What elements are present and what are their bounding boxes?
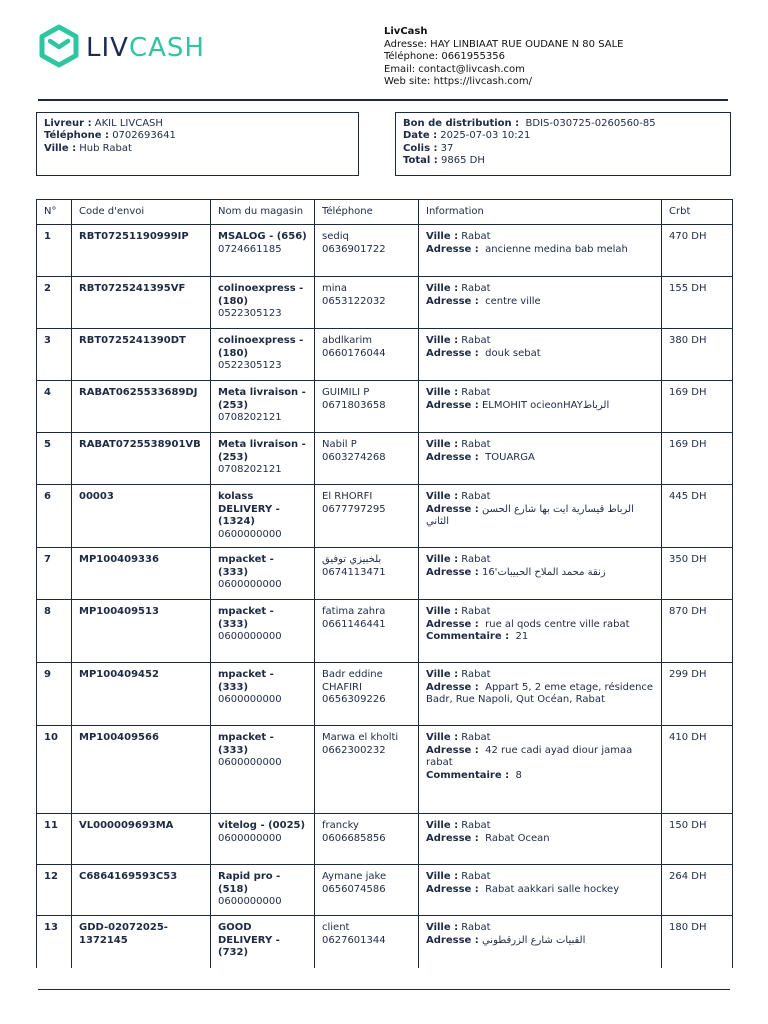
livcash-logo	[38, 24, 208, 74]
info-ville	[426, 387, 654, 399]
distribution-total-label: Total :	[403, 155, 438, 167]
distribution-date-label: Date :	[403, 130, 438, 142]
client-name: francky	[322, 820, 359, 832]
ville-label: Ville :	[426, 922, 459, 934]
client-phone: 0636901722	[322, 243, 386, 255]
table-row	[37, 381, 733, 433]
crbt-amount: 380 DH	[669, 335, 707, 347]
ville-value: Rabat	[458, 491, 491, 503]
row-number: 6	[44, 491, 51, 503]
client-name: Aymane jake	[322, 871, 387, 883]
shipment-code: MP100409513	[79, 606, 159, 618]
shipment-code: RBT0725241395VF	[79, 283, 186, 295]
adresse-label: Adresse :	[426, 883, 479, 895]
shipments-table	[36, 199, 733, 968]
client-name: sediq	[322, 231, 349, 243]
info-ville	[426, 231, 654, 243]
logo-cash: CASH	[128, 33, 205, 63]
store-phone: 0600000000	[218, 757, 282, 769]
commentaire-label: Commentaire :	[426, 631, 510, 643]
header-number: N°	[37, 200, 72, 225]
row-number: 7	[44, 554, 51, 566]
adresse-value: centre ville	[478, 295, 541, 307]
client-phone: 0671803658	[322, 399, 386, 411]
ville-label: Ville :	[426, 231, 459, 243]
ville-label: Ville :	[426, 606, 459, 618]
courier-phone: 0702693641	[109, 130, 176, 142]
client-name: El RHORFI	[322, 491, 373, 503]
info-adresse	[426, 504, 654, 529]
client-phone: 0653122032	[322, 295, 386, 307]
distribution-box	[395, 112, 731, 176]
adresse-value: Rabat Ocean	[478, 832, 550, 844]
adresse-label: Adresse :	[426, 295, 479, 307]
courier-phone-line	[44, 130, 351, 142]
ville-value: Rabat	[458, 606, 491, 618]
courier-name-line	[44, 118, 351, 130]
row-number: 2	[44, 283, 51, 295]
ville-label: Ville :	[426, 335, 459, 347]
company-address: Adresse: HAY LINBIAAT RUE OUDANE N 80 SALE	[384, 38, 624, 50]
ville-value: Rabat	[458, 669, 491, 681]
shipment-code: MP100409566	[79, 732, 159, 744]
store-name: colinoexpress - (180)	[218, 335, 304, 359]
info-adresse	[426, 619, 654, 631]
info-adresse	[426, 681, 657, 707]
client-phone: 0656074586	[322, 883, 386, 895]
info-adresse	[426, 935, 654, 947]
distribution-ref-line	[403, 118, 723, 130]
adresse-value: 16'زنقة محمد الملاح الحبيبات	[478, 566, 606, 578]
table-row	[37, 663, 733, 726]
ville-label: Ville :	[426, 491, 459, 503]
info-adresse	[426, 244, 654, 256]
ville-value: Rabat	[458, 820, 491, 832]
store-name: mpacket - (333)	[218, 606, 274, 630]
adresse-value: ELMOHIT ocieonHAYالرباط	[478, 399, 610, 411]
store-name: GOOD DELIVERY - (732)	[218, 922, 280, 959]
crbt-amount: 169 DH	[669, 439, 707, 451]
adresse-label: Adresse :	[426, 681, 479, 693]
row-number: 4	[44, 387, 51, 399]
adresse-label: Adresse :	[426, 451, 479, 463]
company-name: LivCash	[384, 26, 428, 37]
store-name: Meta livraison - (253)	[218, 387, 306, 411]
client-name: mina	[322, 283, 347, 295]
client-phone: 0660176044	[322, 347, 386, 359]
courier-name-label: Livreur :	[44, 118, 92, 129]
ville-label: Ville :	[426, 283, 459, 295]
shipment-code: MP100409336	[79, 554, 159, 566]
store-phone: 0600000000	[218, 832, 282, 844]
adresse-value: TOUARGA	[478, 451, 535, 463]
adresse-label: Adresse :	[426, 744, 479, 756]
table-row	[37, 726, 733, 814]
adresse-label: Adresse :	[426, 399, 479, 411]
row-number: 8	[44, 606, 51, 618]
courier-box	[36, 112, 359, 176]
adresse-label: Adresse :	[426, 243, 479, 255]
shipment-code: 00003	[79, 491, 114, 503]
info-ville	[426, 335, 654, 347]
distribution-colis: 37	[437, 142, 454, 154]
row-number: 13	[44, 922, 58, 934]
info-ville	[426, 554, 654, 566]
table-row	[37, 485, 733, 548]
company-info	[384, 26, 623, 89]
ville-value: Rabat	[458, 283, 491, 295]
adresse-label: Adresse :	[426, 503, 479, 515]
company-phone: Téléphone: 0661955356	[384, 51, 505, 63]
crbt-amount: 264 DH	[669, 871, 707, 883]
logo-liv: LIV	[86, 33, 129, 63]
footer-divider	[38, 989, 730, 990]
ville-value: Rabat	[458, 732, 491, 744]
header-crbt: Crbt	[662, 200, 733, 225]
crbt-amount: 470 DH	[669, 231, 707, 243]
client-phone: 0606685856	[322, 832, 386, 844]
courier-name: AKIL LIVCASH	[91, 118, 163, 129]
distribution-colis-label: Colis :	[403, 142, 438, 154]
info-commentaire	[426, 770, 654, 782]
client-phone: 0674113471	[322, 566, 386, 578]
shipment-code: C6864169593C53	[79, 871, 178, 883]
client-name: Nabil P	[322, 439, 357, 451]
client-name: بلخبيزي توفيق	[322, 554, 382, 566]
client-phone: 0661146441	[322, 618, 386, 630]
distribution-colis-line	[403, 143, 723, 155]
ville-label: Ville :	[426, 732, 459, 744]
header-divider	[38, 99, 728, 101]
table-row	[37, 329, 733, 381]
info-adresse	[426, 348, 654, 360]
row-number: 12	[44, 871, 58, 883]
crbt-amount: 299 DH	[669, 669, 707, 681]
store-name: mpacket - (333)	[218, 669, 274, 693]
store-name: kolass DELIVERY - (1324)	[218, 491, 280, 528]
info-ville	[426, 439, 654, 451]
store-phone: 0600000000	[218, 579, 282, 591]
info-adresse	[426, 833, 654, 845]
table-row	[37, 865, 733, 916]
info-adresse	[426, 884, 654, 896]
row-number: 5	[44, 439, 51, 451]
client-name: Marwa el kholti	[322, 732, 399, 744]
ville-value: Rabat	[458, 922, 491, 934]
ville-value: Rabat	[458, 871, 491, 883]
ville-label: Ville :	[426, 871, 459, 883]
ville-value: Rabat	[458, 231, 491, 243]
table-row	[37, 225, 733, 277]
adresse-label: Adresse :	[426, 347, 479, 359]
store-name: MSALOG - (656)	[218, 231, 307, 243]
logo-wordmark	[86, 32, 205, 64]
company-website: Web site: https://livcash.com/	[384, 76, 532, 88]
ville-label: Ville :	[426, 820, 459, 832]
box-logo-icon	[38, 24, 80, 68]
commentaire-label: Commentaire :	[426, 769, 510, 781]
client-name: abdlkarim	[322, 335, 372, 347]
adresse-value: ancienne medina bab melah	[478, 243, 628, 255]
adresse-value: Appart 5, 2 eme etage, résidence Badr, Rue Napoli, Qut Océan, Rabat	[426, 681, 657, 706]
courier-phone-label: Téléphone :	[44, 130, 110, 142]
table-row	[37, 814, 733, 865]
ville-value: Rabat	[458, 387, 491, 399]
ville-value: Rabat	[458, 554, 491, 566]
table-row	[37, 277, 733, 329]
distribution-ref: BDIS-030725-0260560-85	[519, 118, 656, 129]
header-store: Nom du magasin	[211, 200, 315, 225]
store-name: Meta livraison - (253)	[218, 439, 306, 463]
row-number: 1	[44, 231, 51, 243]
store-phone: 0600000000	[218, 896, 282, 908]
distribution-total: 9865 DH	[437, 155, 485, 167]
crbt-amount: 870 DH	[669, 606, 707, 618]
adresse-label: Adresse :	[426, 566, 479, 578]
info-ville	[426, 606, 654, 618]
row-number: 10	[44, 732, 58, 744]
courier-city-line	[44, 143, 351, 155]
client-phone: 0677797295	[322, 503, 386, 515]
header-code: Code d'envoi	[72, 200, 211, 225]
info-adresse	[426, 745, 654, 770]
store-name: colinoexpress - (180)	[218, 283, 304, 307]
courier-city: Hub Rabat	[76, 142, 132, 154]
shipment-code: RBT0725241390DT	[79, 335, 186, 347]
store-phone: 0600000000	[218, 694, 282, 706]
info-commentaire	[426, 631, 654, 643]
table-clip	[36, 199, 733, 959]
client-name: fatima zahra	[322, 606, 386, 618]
client-name: client	[322, 922, 350, 934]
info-adresse	[426, 296, 654, 308]
crbt-amount: 150 DH	[669, 820, 707, 832]
table-row	[37, 600, 733, 663]
info-ville	[426, 922, 654, 934]
info-ville	[426, 820, 654, 832]
commentaire-value: 8	[509, 769, 522, 781]
adresse-label: Adresse :	[426, 934, 479, 946]
adresse-label: Adresse :	[426, 618, 479, 630]
shipment-code: MP100409452	[79, 669, 159, 681]
table-body	[37, 225, 733, 969]
ville-value: Rabat	[458, 439, 491, 451]
shipment-code: VL000009693MA	[79, 820, 174, 832]
shipment-code: GDD-02072025-1372145	[79, 922, 168, 946]
adresse-value: القبيات شارع الزرقطوني	[478, 934, 586, 946]
info-ville	[426, 283, 654, 295]
table-row	[37, 433, 733, 485]
store-name: Rapid pro - (518)	[218, 871, 281, 895]
row-number: 9	[44, 669, 51, 681]
ville-label: Ville :	[426, 439, 459, 451]
store-phone: 0600000000	[218, 631, 282, 643]
store-phone: 0522305123	[218, 308, 282, 320]
header-information: Information	[419, 200, 662, 225]
store-phone: 0708202121	[218, 464, 282, 476]
adresse-label: Adresse :	[426, 832, 479, 844]
store-phone: 0708202121	[218, 412, 282, 424]
adresse-value: Rabat aakkari salle hockey	[478, 883, 620, 895]
crbt-amount: 169 DH	[669, 387, 707, 399]
row-number: 11	[44, 820, 58, 832]
store-name: mpacket - (333)	[218, 732, 274, 756]
distribution-date: 2025-07-03 10:21	[437, 130, 531, 142]
store-phone: 0600000000	[218, 528, 282, 540]
info-ville	[426, 871, 654, 883]
courier-city-label: Ville :	[44, 142, 77, 154]
row-number: 3	[44, 335, 51, 347]
info-ville	[426, 732, 654, 744]
adresse-value: الرباط قيسارية ايت بها شارع الحسن الثاني	[426, 503, 638, 528]
ville-label: Ville :	[426, 554, 459, 566]
crbt-amount: 410 DH	[669, 732, 707, 744]
crbt-amount: 180 DH	[669, 922, 707, 934]
commentaire-value: 21	[509, 631, 529, 643]
info-ville	[426, 491, 654, 503]
shipment-code: RBT07251190999IP	[79, 231, 189, 243]
distribution-ref-label: Bon de distribution :	[403, 118, 520, 129]
client-phone: 0603274268	[322, 451, 386, 463]
adresse-value: 42 rue cadi ayad diour jamaa rabat	[426, 744, 636, 769]
info-ville	[426, 669, 654, 681]
company-email: Email: contact@livcash.com	[384, 63, 525, 75]
distribution-total-line	[403, 155, 723, 167]
table-header-row	[37, 200, 733, 225]
header-phone: Téléphone	[315, 200, 419, 225]
adresse-value: rue al qods centre ville rabat	[478, 618, 630, 630]
client-phone: 0662300232	[322, 744, 386, 756]
crbt-amount: 445 DH	[669, 491, 707, 503]
store-phone: 0724661185	[218, 243, 282, 255]
info-adresse	[426, 400, 654, 412]
crbt-amount: 350 DH	[669, 554, 707, 566]
info-adresse	[426, 452, 654, 464]
shipment-code: RABAT0725538901VB	[79, 439, 201, 451]
client-name: GUIMILI P	[322, 387, 370, 399]
info-adresse	[426, 567, 654, 579]
adresse-value: douk sebat	[478, 347, 541, 359]
client-phone: 0656309226	[322, 694, 386, 706]
store-name: mpacket - (333)	[218, 554, 274, 578]
client-name: Badr eddine CHAFIRI	[322, 669, 383, 693]
shipment-code: RABAT0625533689DJ	[79, 387, 198, 399]
ville-label: Ville :	[426, 669, 459, 681]
store-phone: 0522305123	[218, 360, 282, 372]
ville-value: Rabat	[458, 335, 491, 347]
distribution-date-line	[403, 130, 723, 142]
ville-label: Ville :	[426, 387, 459, 399]
table-row	[37, 916, 733, 969]
table-row	[37, 548, 733, 600]
client-phone: 0627601344	[322, 934, 386, 946]
crbt-amount: 155 DH	[669, 283, 707, 295]
store-name: vitelog - (0025)	[218, 820, 306, 832]
